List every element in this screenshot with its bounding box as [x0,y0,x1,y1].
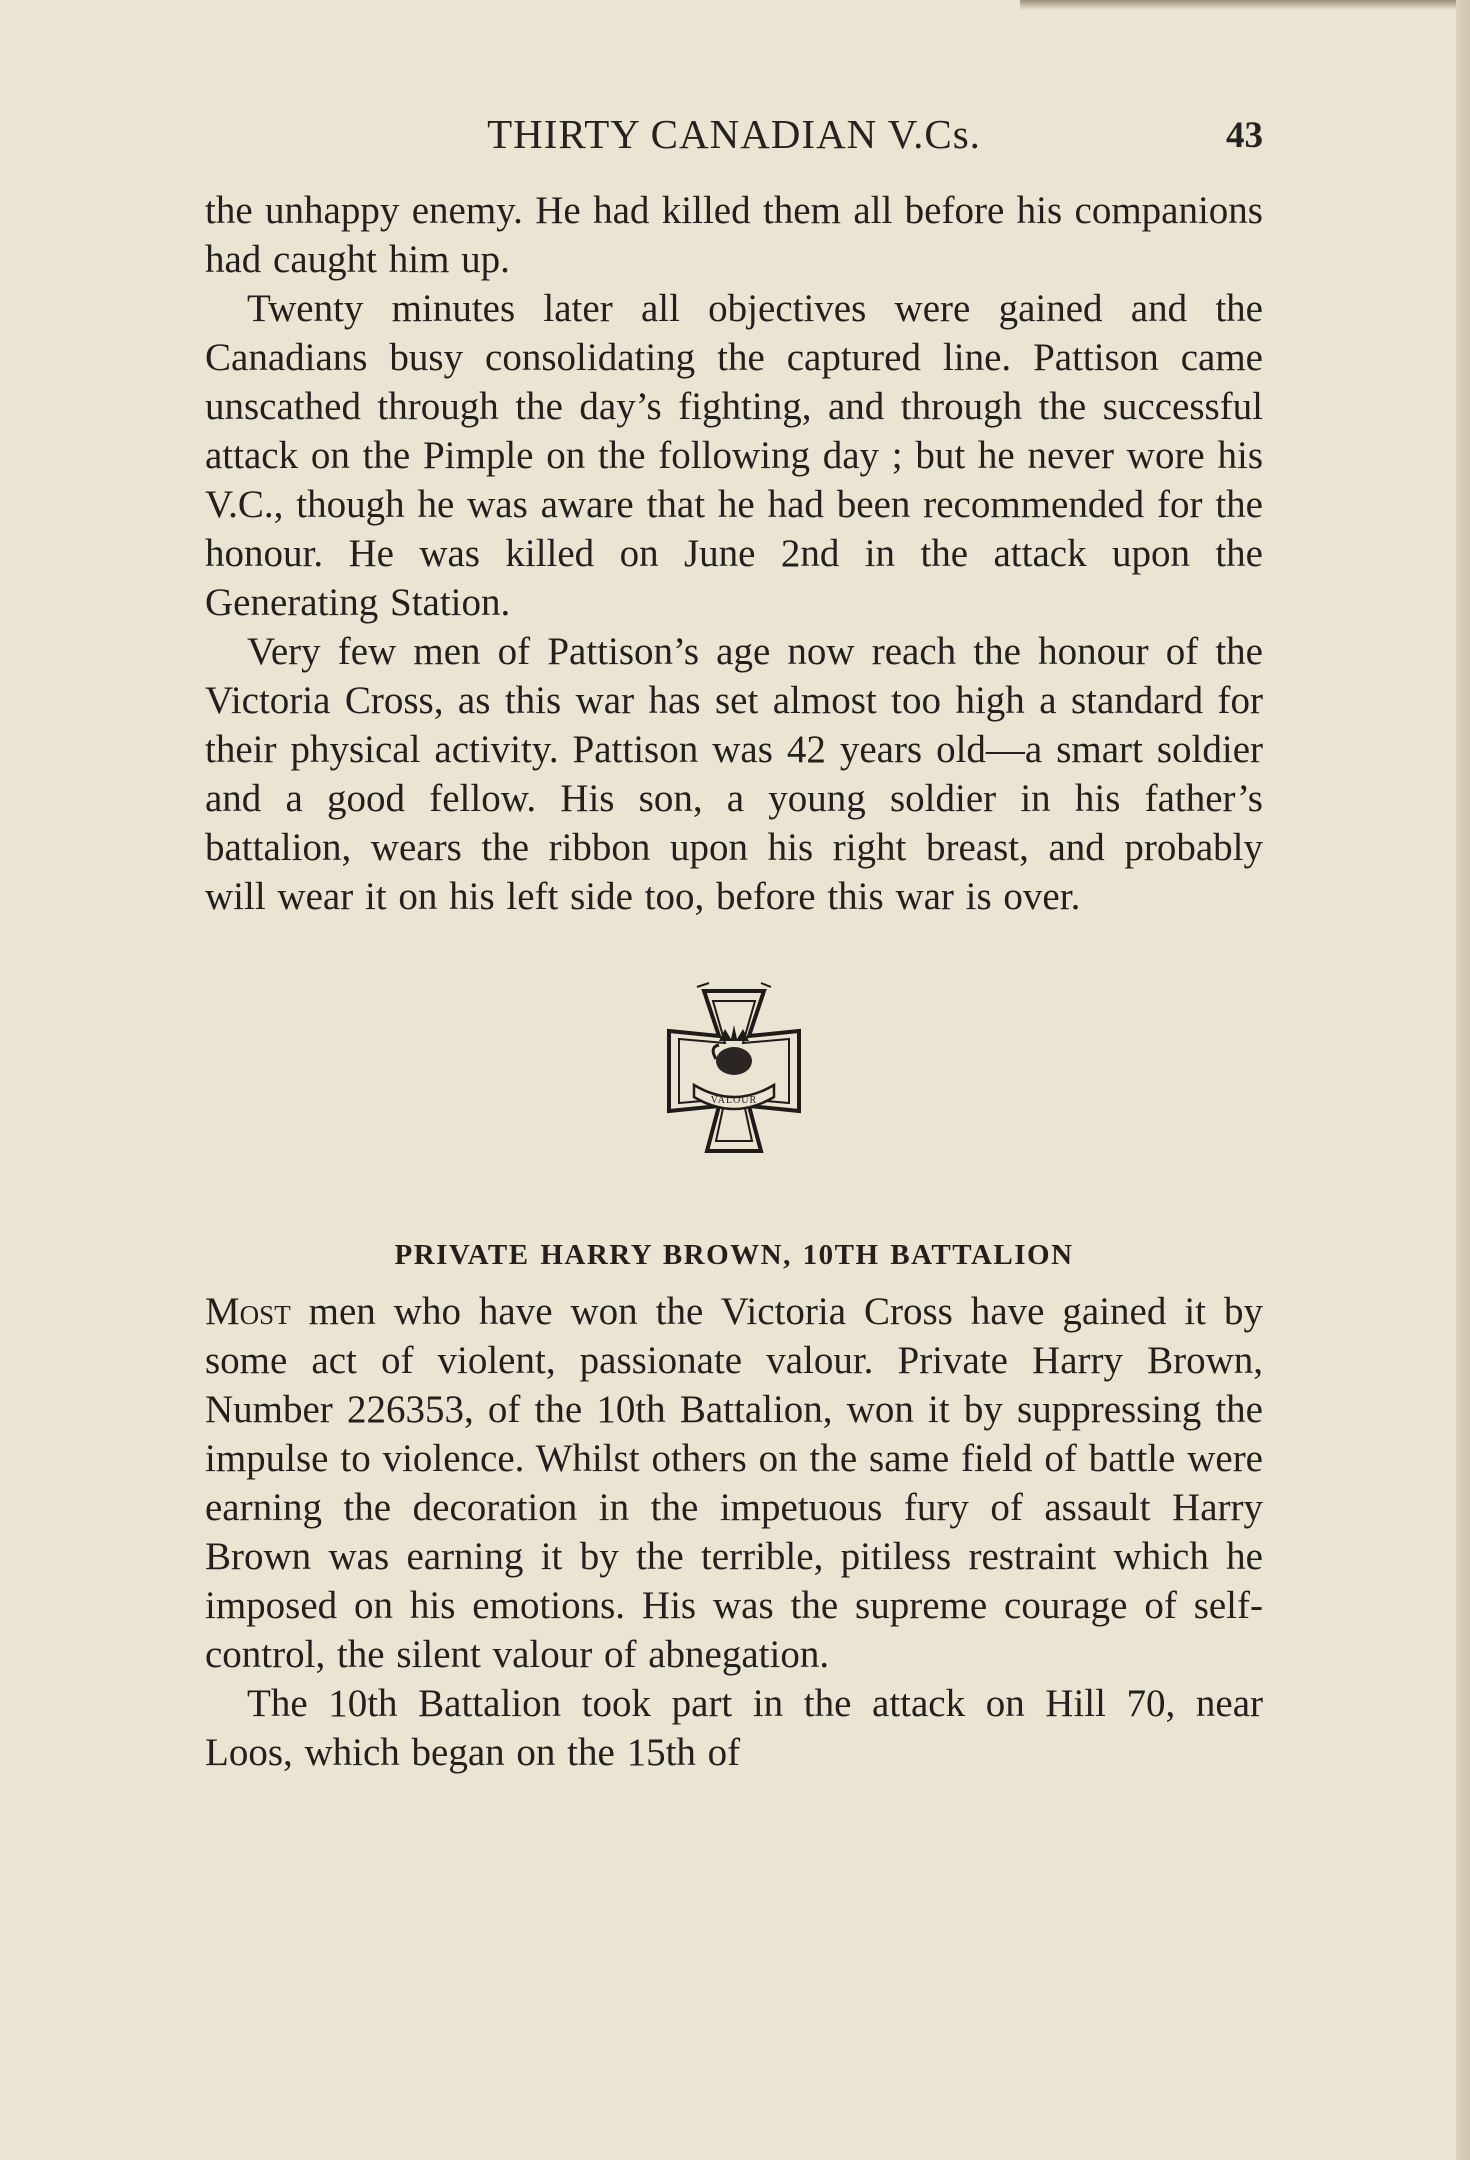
lion-shape [716,1047,752,1075]
lead-word: Most [205,1290,291,1333]
page-body [205,186,1263,1777]
page-header [205,110,1263,170]
emblem-container [205,981,1263,1161]
victoria-cross-icon [649,981,819,1161]
paragraph-hill-70: The 10th Battalion took part in the attack on Hill 70, near Loos, which began on the 15th of [205,1682,1263,1774]
page-edge-right [1456,0,1470,2160]
page-number: 43 [1226,115,1263,156]
paragraph-continued: the unhappy enemy. He had killed them all before his companions had caught him up. [205,189,1263,281]
paragraph-brown-intro-text: men who have won the Victoria Cross have gained it by some act of violent, passionate valour. Private Harry Brown, Number 226353, of the 10th Battalion, won it by suppressing the impulse to violence. Whilst others on the same field of battle were earning the decoration in the impetuous fury of assault Harry Brown was earning it by the terrible, pitiless restraint which he imposed on his emotions. His was the supreme courage of self-control, the silent valour of abnegation. [205,1290,1263,1676]
paragraph-brown-intro [205,1287,1263,1679]
motto-text: VALOUR [710,1095,758,1106]
running-head: THIRTY CANADIAN V.Cs. [487,111,981,157]
paragraph-objectives: Twenty minutes later all objectives were gained and the Canadians busy consolidating the captured line. Pattison came unscathed through the day’s fighting, and through the successful attack on the Pimple on the following day ; but he never wore his V.C., though he was aware that he had been recommended for the honour. He was killed on June 2nd in the attack upon the Generating Station. [205,287,1263,624]
paragraph-pattison-age: Very few men of Pattison’s age now reach the honour of the Victoria Cross, as this war has set almost too high a standard for their physical activity. Pattison was 42 years old—a smart soldier and a good fellow. His son, a young soldier in his father’s battalion, wears the ribbon upon his right breast, and probably will wear it on his left side too, before this war is over. [205,630,1263,918]
section-heading: PRIVATE HARRY BROWN, 10TH BATTALION [394,1239,1074,1271]
page-edge-shadow-top [1020,0,1470,10]
crown-shape [719,1025,749,1041]
